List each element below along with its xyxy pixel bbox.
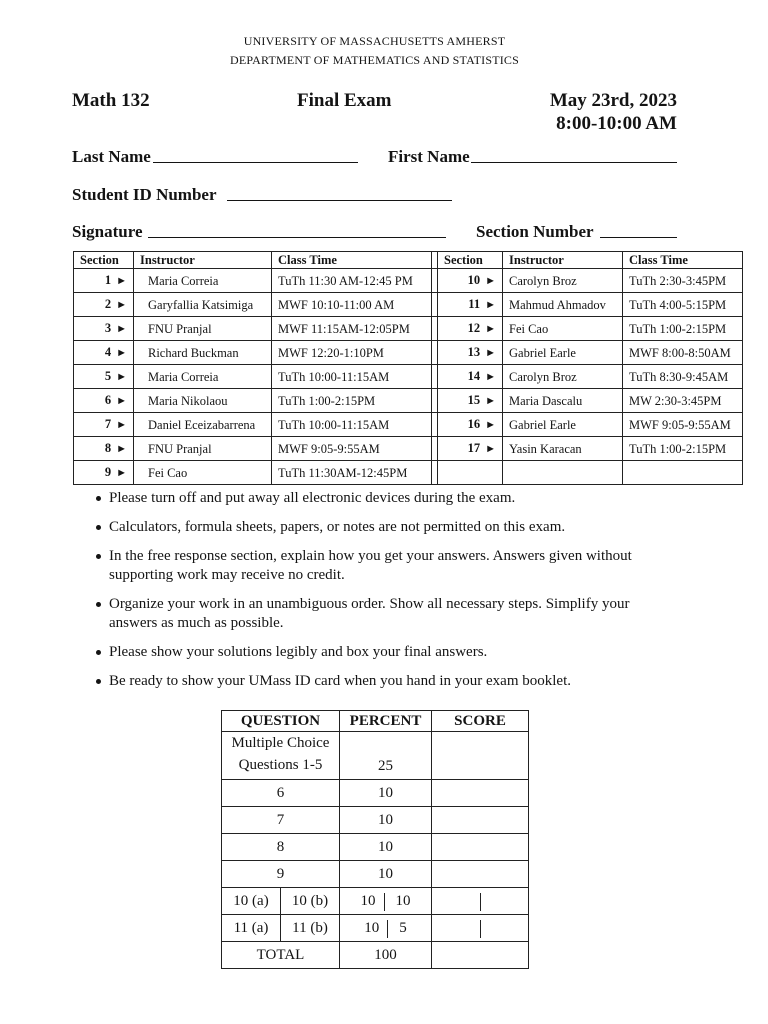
section-row	[74, 317, 743, 341]
section-number: 15	[467, 393, 481, 407]
section-number: 17	[467, 441, 481, 455]
section-arrow-marker: ►	[116, 395, 127, 407]
first-name-label: First Name	[388, 147, 470, 166]
score-cell	[432, 942, 529, 969]
score-row	[222, 807, 529, 834]
section-number: 3	[104, 321, 112, 335]
question-cell	[222, 888, 340, 915]
section-arrow-marker: ►	[485, 395, 496, 407]
score-row	[222, 780, 529, 807]
instruction-item	[95, 595, 695, 633]
section-arrow-marker: ►	[116, 299, 127, 311]
section-row	[74, 341, 743, 365]
exam-time: 8:00-10:00 AM	[556, 113, 677, 134]
class-time-cell: TuTh 10:00-11:15AM	[272, 413, 432, 437]
section-number-cell	[74, 437, 134, 461]
header-class-time: Class Time	[272, 252, 432, 269]
section-number-cell	[438, 317, 503, 341]
split-question	[222, 888, 339, 914]
instructor-cell: Maria Nikolaou	[134, 389, 272, 413]
score-cell	[432, 915, 529, 942]
question-cell	[222, 915, 340, 942]
instructor-cell: Daniel Eceizabarrena	[134, 413, 272, 437]
section-number-cell	[438, 341, 503, 365]
instructor-cell	[503, 461, 623, 485]
section-number: 16	[467, 417, 481, 431]
percent-cell: 10	[340, 861, 432, 888]
instruction-text: supporting work may receive no credit.	[109, 567, 345, 583]
section-arrow-marker: ►	[116, 323, 127, 335]
class-time-cell: MW 2:30-3:45PM	[623, 389, 743, 413]
question-label: Questions 1-5	[238, 757, 323, 773]
score-cell	[432, 861, 529, 888]
question-cell: 7	[222, 807, 340, 834]
instructor-cell: Gabriel Earle	[503, 341, 623, 365]
header-instructor: Instructor	[503, 252, 623, 269]
first-name-line	[471, 162, 677, 163]
class-time-cell: TuTh 1:00-2:15PM	[623, 437, 743, 461]
class-time-cell	[623, 461, 743, 485]
section-arrow-marker: ►	[485, 443, 496, 455]
instruction-item	[95, 547, 695, 585]
bullet-icon	[96, 554, 101, 559]
section-number-cell	[74, 389, 134, 413]
percent-part-a: 10	[364, 920, 380, 936]
section-number-cell	[74, 413, 134, 437]
section-row	[74, 293, 743, 317]
class-time-cell: TuTh 2:30-3:45PM	[623, 269, 743, 293]
class-time-cell: TuTh 11:30 AM-12:45 PM	[272, 269, 432, 293]
section-arrow-marker: ►	[485, 299, 496, 311]
instructor-cell: Mahmud Ahmadov	[503, 293, 623, 317]
signature-label: Signature	[72, 222, 143, 241]
header-section: Section	[438, 252, 503, 269]
class-time-cell: MWF 11:15AM-12:05PM	[272, 317, 432, 341]
percent-cell: 25	[340, 732, 432, 780]
section-number: 11	[468, 297, 481, 311]
instructor-cell: Maria Correia	[134, 269, 272, 293]
section-arrow-marker: ►	[116, 419, 127, 431]
instruction-text: Be ready to show your UMass ID card when you hand in your exam booklet.	[109, 673, 571, 689]
instruction-text: Organize your work in an unambiguous order. Show all necessary steps. Simplify your	[109, 596, 630, 612]
bullet-icon	[96, 525, 101, 530]
question-part-a: 11 (a)	[233, 920, 269, 936]
score-cell	[432, 834, 529, 861]
question-part-b: 10 (b)	[280, 888, 339, 914]
section-number: 1	[104, 273, 112, 287]
section-number: 14	[467, 369, 481, 383]
percent-cell: 10	[340, 807, 432, 834]
sections-table-body	[74, 269, 743, 485]
score-header-row	[222, 711, 529, 732]
class-time-cell: MWF 10:10-11:00 AM	[272, 293, 432, 317]
bullet-icon	[96, 496, 101, 501]
instructions-list	[95, 489, 695, 701]
instructor-cell: Richard Buckman	[134, 341, 272, 365]
percent-part-b: 10	[395, 893, 411, 909]
score-row-split	[222, 888, 529, 915]
university-name: UNIVERSITY OF MASSACHUSETTS AMHERST	[243, 34, 506, 48]
section-number: 10	[467, 273, 481, 287]
exam-date: May 23rd, 2023	[549, 90, 677, 111]
class-time-cell: MWF 9:05-9:55AM	[272, 437, 432, 461]
section-number-line	[600, 237, 677, 238]
question-cell: 8	[222, 834, 340, 861]
section-arrow-marker: ►	[485, 371, 496, 383]
section-arrow-marker: ►	[485, 275, 496, 287]
section-number-cell	[74, 341, 134, 365]
section-row	[74, 437, 743, 461]
instruction-item	[95, 643, 695, 662]
percent-cell	[340, 888, 432, 915]
sections-table	[73, 251, 743, 485]
section-number-cell	[438, 461, 503, 485]
section-row	[74, 269, 743, 293]
section-number-cell	[74, 317, 134, 341]
class-time-cell: TuTh 4:00-5:15PM	[623, 293, 743, 317]
header-section: Section	[74, 252, 134, 269]
class-time-cell: MWF 8:00-8:50AM	[623, 341, 743, 365]
instructor-cell: Gabriel Earle	[503, 413, 623, 437]
department-name: DEPARTMENT OF MATHEMATICS AND STATISTICS	[229, 53, 520, 67]
question-cell: 6	[222, 780, 340, 807]
score-cell	[432, 807, 529, 834]
percent-cell: 10	[340, 834, 432, 861]
instruction-text: Please turn off and put away all electronic devices during the exam.	[109, 490, 516, 506]
percent-cell: 10	[340, 780, 432, 807]
section-number: 6	[104, 393, 112, 407]
class-time-cell: TuTh 10:00-11:15AM	[272, 365, 432, 389]
score-cell	[432, 888, 529, 915]
percent-divider	[387, 920, 388, 938]
section-row	[74, 389, 743, 413]
instructor-cell: FNU Pranjal	[134, 317, 272, 341]
instructor-cell: Maria Correia	[134, 365, 272, 389]
section-arrow-marker: ►	[116, 467, 127, 479]
section-number-cell	[74, 269, 134, 293]
score-row	[222, 861, 529, 888]
section-number: 4	[104, 345, 112, 359]
instructor-cell: Yasin Karacan	[503, 437, 623, 461]
section-number: 2	[104, 297, 112, 311]
section-row	[74, 413, 743, 437]
score-row	[222, 834, 529, 861]
signature-line	[148, 237, 446, 238]
section-number: 9	[104, 465, 112, 479]
percent-part-b: 5	[399, 920, 407, 936]
section-number-cell	[438, 413, 503, 437]
instruction-text: Please show your solutions legibly and box your final answers.	[109, 644, 488, 660]
section-number: 13	[467, 345, 481, 359]
percent-cell: 100	[340, 942, 432, 969]
section-number-cell	[438, 437, 503, 461]
header-class-time: Class Time	[623, 252, 743, 269]
question-part-a: 10 (a)	[233, 893, 269, 909]
instructor-cell: Maria Dascalu	[503, 389, 623, 413]
last-name-label: Last Name	[72, 147, 151, 166]
bullet-icon	[96, 679, 101, 684]
section-number-cell	[74, 365, 134, 389]
question-cell: TOTAL	[222, 942, 340, 969]
question-label: Multiple Choice	[231, 735, 330, 751]
instructor-cell: Carolyn Broz	[503, 269, 623, 293]
section-number-cell	[74, 293, 134, 317]
course-title: Math 132	[72, 90, 150, 111]
section-number-cell	[438, 293, 503, 317]
student-id-line	[227, 200, 452, 201]
header-instructor: Instructor	[134, 252, 272, 269]
section-arrow-marker: ►	[485, 419, 496, 431]
instructor-cell: FNU Pranjal	[134, 437, 272, 461]
section-arrow-marker: ►	[116, 443, 127, 455]
class-time-cell: TuTh 8:30-9:45AM	[623, 365, 743, 389]
last-name-line	[153, 162, 358, 163]
class-time-cell: MWF 12:20-1:10PM	[272, 341, 432, 365]
question-part-b: 11 (b)	[280, 915, 339, 941]
question-cell: 9	[222, 861, 340, 888]
class-time-cell: TuTh 1:00-2:15PM	[623, 317, 743, 341]
section-arrow-marker: ►	[116, 347, 127, 359]
header-score: SCORE	[432, 711, 529, 732]
percent-cell	[340, 915, 432, 942]
section-number: 7	[104, 417, 112, 431]
score-divider	[480, 920, 481, 938]
instruction-item	[95, 518, 695, 537]
score-row-total	[222, 942, 529, 969]
header-question: QUESTION	[222, 711, 340, 732]
section-number-cell	[438, 269, 503, 293]
score-row-multiple-choice	[222, 732, 529, 780]
sections-header-row	[74, 252, 743, 269]
section-arrow-marker: ►	[116, 371, 127, 383]
section-arrow-marker: ►	[485, 323, 496, 335]
instructor-cell: Fei Cao	[134, 461, 272, 485]
section-row	[74, 461, 743, 485]
score-row-split	[222, 915, 529, 942]
instruction-text: Calculators, formula sheets, papers, or notes are not permitted on this exam.	[109, 519, 566, 535]
question-cell	[222, 732, 340, 780]
class-time-cell: MWF 9:05-9:55AM	[623, 413, 743, 437]
instruction-text: In the free response section, explain how you get your answers. Answers given without	[109, 548, 632, 564]
exam-title: Final Exam	[297, 90, 392, 111]
split-question	[222, 915, 339, 941]
instructor-cell: Garyfallia Katsimiga	[134, 293, 272, 317]
section-number-cell	[74, 461, 134, 485]
instructor-cell: Carolyn Broz	[503, 365, 623, 389]
section-number-label: Section Number	[476, 222, 594, 241]
percent-part-a: 10	[360, 893, 376, 909]
section-number: 8	[104, 441, 112, 455]
section-arrow-marker: ►	[485, 347, 496, 359]
section-number: 5	[104, 369, 112, 383]
section-number: 12	[467, 321, 481, 335]
instruction-item	[95, 489, 695, 508]
class-time-cell: TuTh 11:30AM-12:45PM	[272, 461, 432, 485]
instruction-item	[95, 672, 695, 691]
score-divider	[480, 893, 481, 911]
section-arrow-marker: ►	[116, 275, 127, 287]
score-table	[221, 710, 529, 969]
section-number-cell	[438, 389, 503, 413]
score-cell	[432, 732, 529, 780]
header-percent: PERCENT	[340, 711, 432, 732]
class-time-cell: TuTh 1:00-2:15PM	[272, 389, 432, 413]
instructor-cell: Fei Cao	[503, 317, 623, 341]
section-number-cell	[438, 365, 503, 389]
student-id-label: Student ID Number	[72, 185, 217, 204]
percent-divider	[384, 893, 385, 911]
bullet-icon	[96, 602, 101, 607]
section-row	[74, 365, 743, 389]
score-cell	[432, 780, 529, 807]
instruction-text: answers as much as possible.	[109, 615, 284, 631]
bullet-icon	[96, 650, 101, 655]
